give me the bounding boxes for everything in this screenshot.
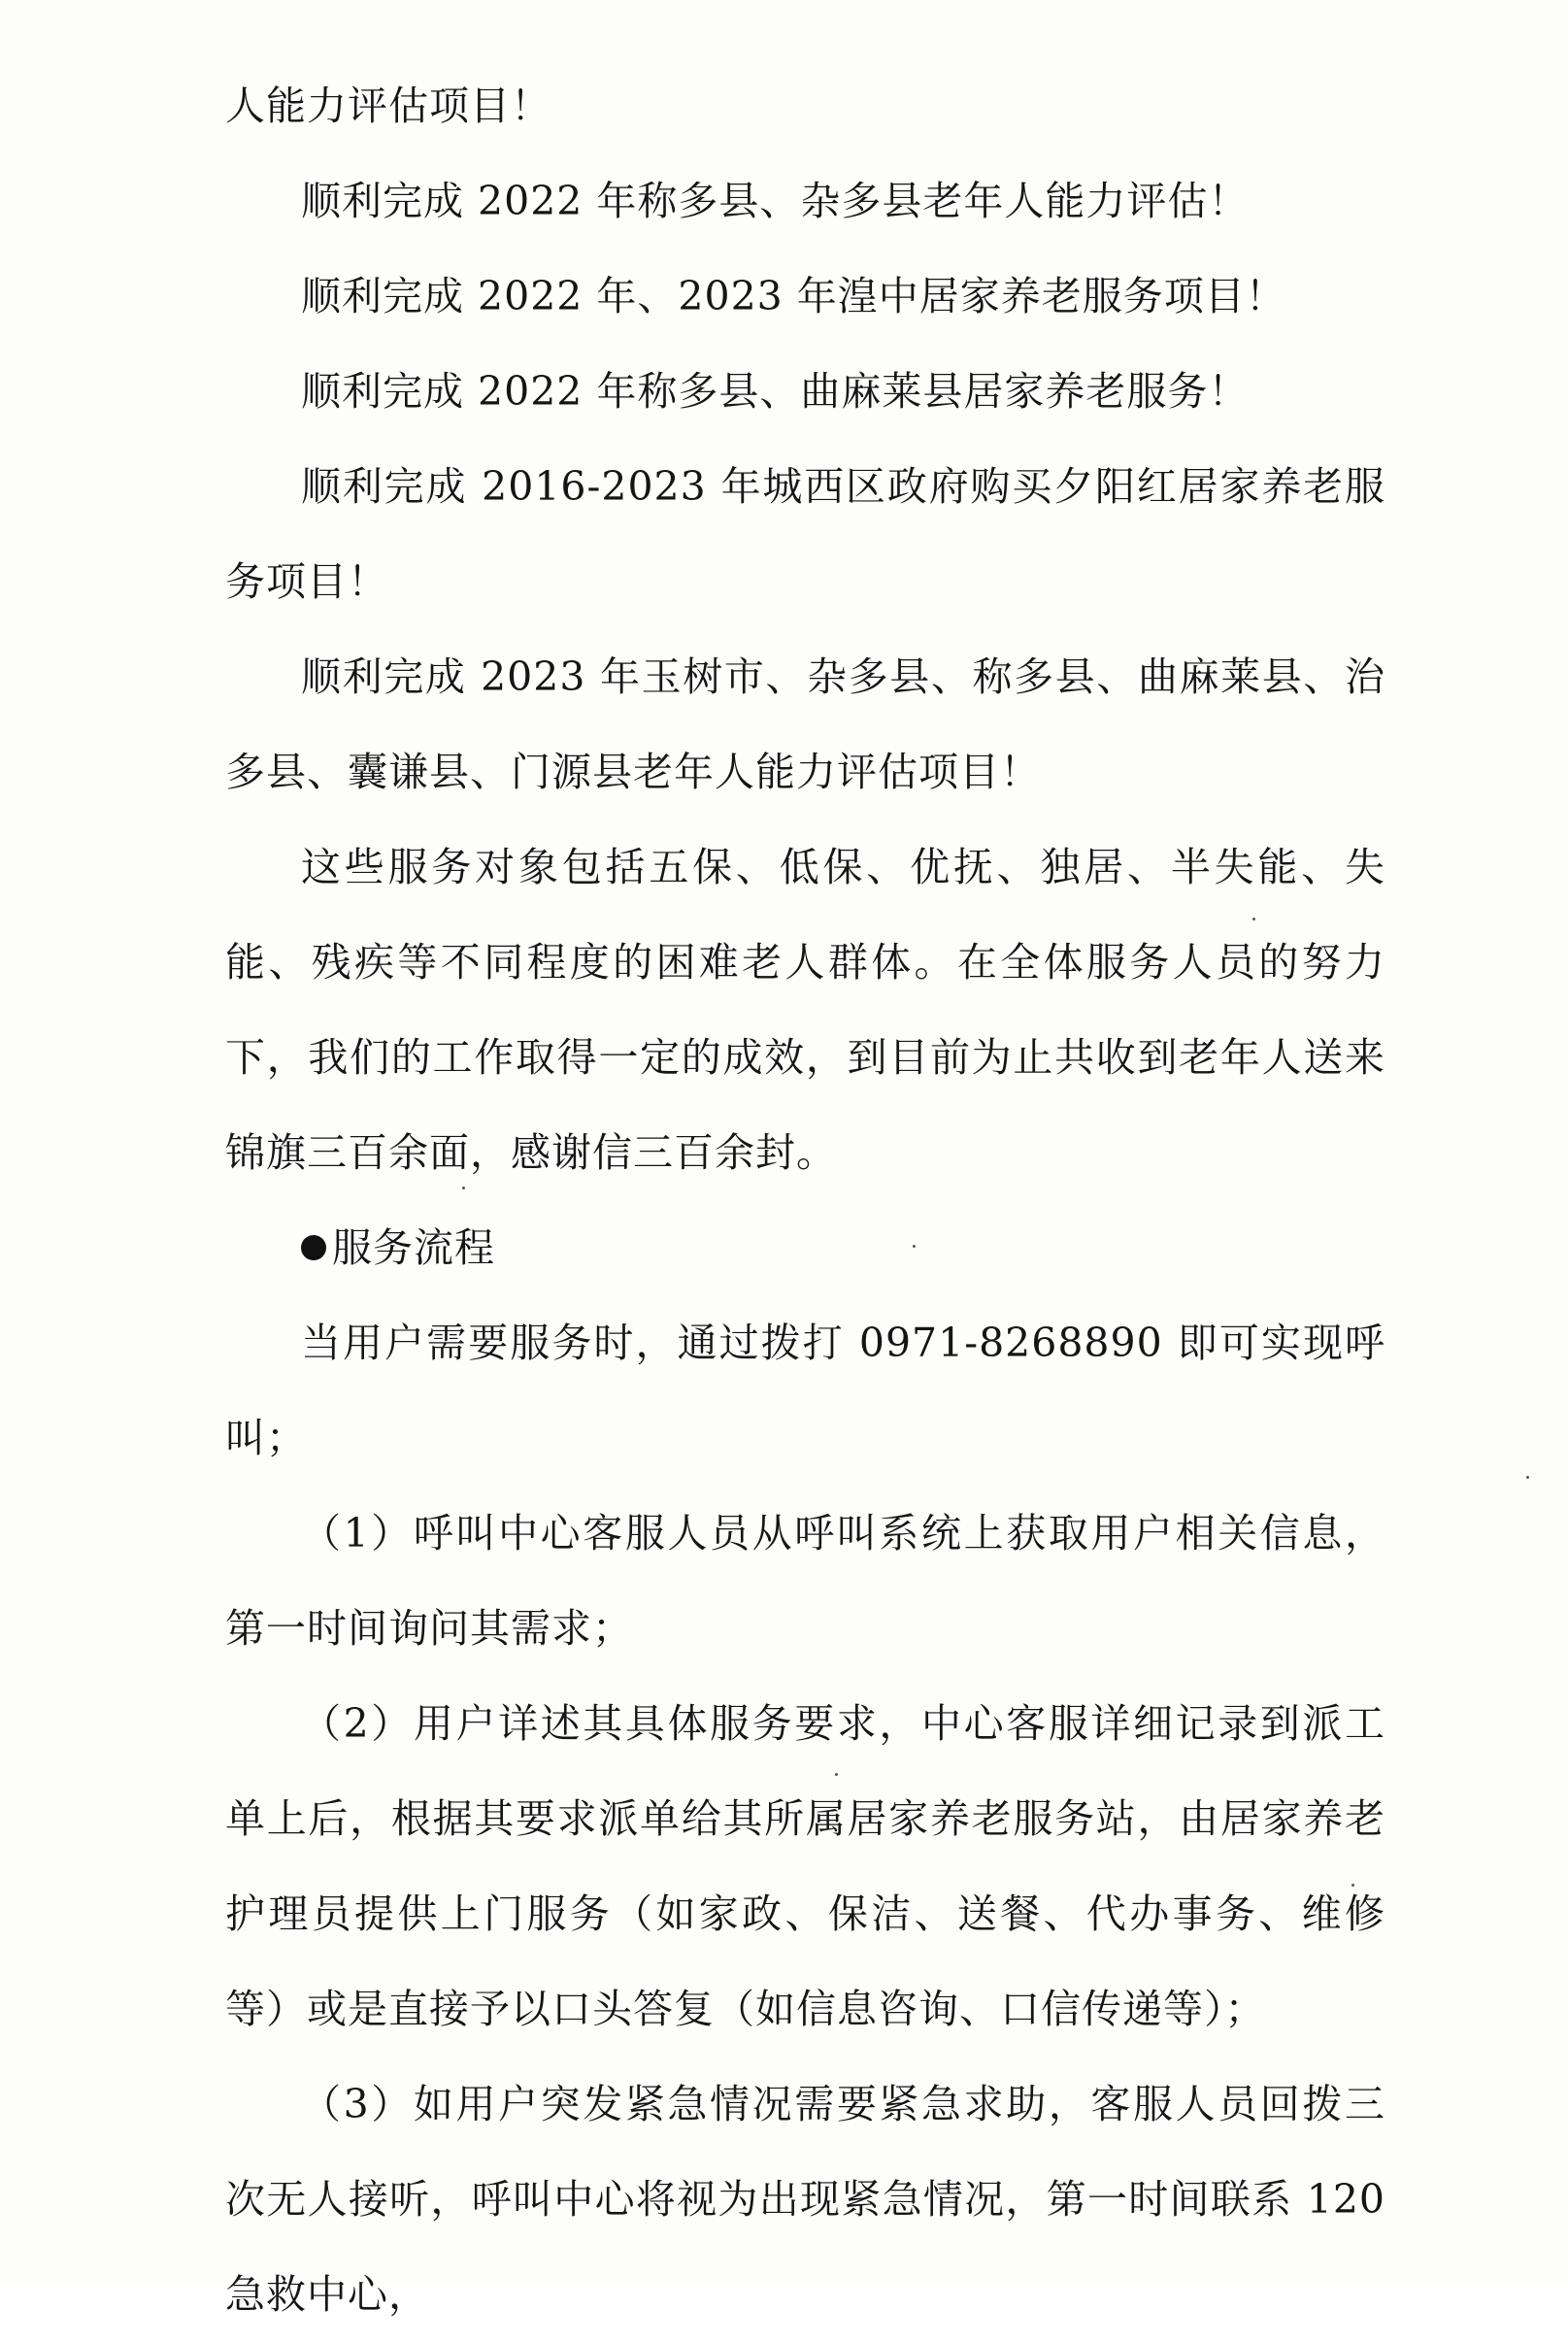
scan-speck — [462, 1187, 465, 1189]
paragraph-step-3: （3）如用户突发紧急情况需要紧急求助，客服人员回拨三次无人接听，呼叫中心将视为出现紧急情况，第一时间联系 120 急救中心， — [225, 2081, 1385, 2318]
document-body — [225, 58, 1385, 2342]
scan-speck — [913, 1245, 916, 1248]
paragraph-step-1: （1）呼叫中心客服人员从呼叫系统上获取用户相关信息，第一时间询问其需求； — [225, 1510, 1385, 1652]
section-heading-text: 服务流程 — [332, 1224, 495, 1271]
paragraph-achievement-3: 顺利完成 2022 年称多县、曲麻莱县居家养老服务！ — [301, 368, 1250, 415]
scan-speck — [835, 1773, 838, 1776]
scan-speck — [1526, 1476, 1529, 1479]
bullet-icon — [301, 1235, 326, 1260]
paragraph-achievement-4: 顺利完成 2016-2023 年城西区政府购买夕阳红居家养老服务项目！ — [225, 463, 1385, 605]
paragraph-continuation: 人能力评估项目！ — [225, 83, 551, 129]
paragraph-achievement-5: 顺利完成 2023 年玉树市、杂多县、称多县、曲麻莱县、治多县、囊谦县、门源县老年人能力评估项目！ — [225, 653, 1385, 795]
paragraph-call-instruction: 当用户需要服务时，通过拨打 0971-8268890 即可实现呼叫； — [225, 1320, 1385, 1461]
paragraph-step-2: （2）用户详述其具体服务要求，中心客服详细记录到派工单上后，根据其要求派单给其所属居家养老服务站，由居家养老护理员提供上门服务（如家政、保洁、送餐、代办事务、维修等）或是直接予以口头答复（如信息咨询、口信传递等）； — [225, 1700, 1385, 2032]
paragraph-service-targets: 这些服务对象包括五保、低保、优抚、独居、半失能、失能、残疾等不同程度的困难老人群体。在全体服务人员的努力下，我们的工作取得一定的成效，到目前为止共收到老年人送来锦旗三百余面，感谢信三百余封。 — [225, 844, 1385, 1176]
section-heading-service-process — [225, 1200, 1385, 1295]
paragraph-achievement-2: 顺利完成 2022 年、2023 年湟中居家养老服务项目！ — [301, 273, 1286, 319]
scan-speck — [1252, 918, 1255, 920]
scan-speck — [1351, 1884, 1354, 1887]
paragraph-achievement-1: 顺利完成 2022 年称多县、杂多县老年人能力评估！ — [301, 178, 1250, 224]
